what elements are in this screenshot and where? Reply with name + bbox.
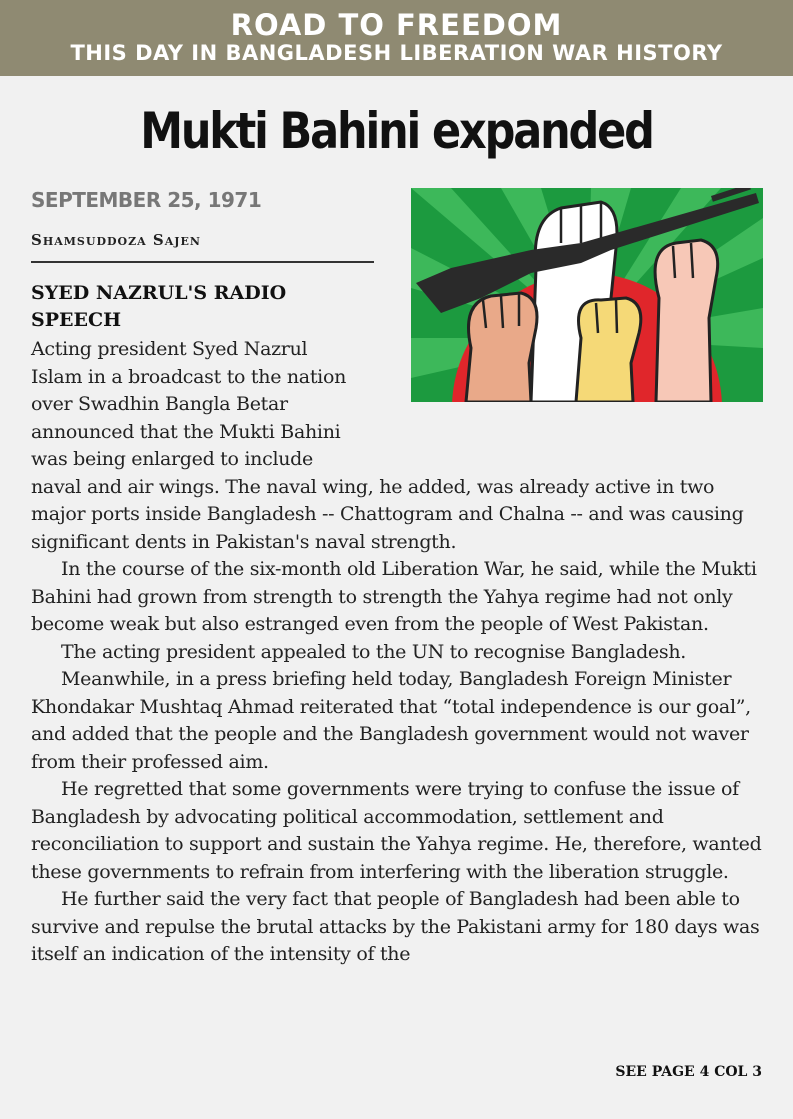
- article-body: [31, 336, 771, 969]
- continuation-note: SEE PAGE 4 COL 3: [615, 1064, 762, 1080]
- article-byline: Shamsuddoza Sajen: [31, 231, 201, 249]
- banner-title: ROAD TO FREEDOM: [230, 8, 563, 42]
- paragraph-5: He regretted that some governments were trying to confuse the issue of Bangladesh by advocating political accommodation, settlement and reconciliation to support and sustain the Yahya regime. He, therefore, wanted these governments to refrain from interfering with the liberation struggle.: [31, 778, 762, 883]
- article-date: SEPTEMBER 25, 1971: [31, 188, 262, 212]
- article-subhead: SYED NAZRUL'S RADIO SPEECH: [31, 282, 287, 331]
- paragraph-4: Meanwhile, in a press briefing held today, Bangladesh Foreign Minister Khondakar Mushtaq Ahmad reiterated that “total independence is our goal”, and added that the people and the Bangladesh government would not waver from their professed aim.: [31, 668, 751, 773]
- banner-subtitle: THIS DAY IN BANGLADESH LIBERATION WAR HISTORY: [70, 41, 723, 65]
- paragraph-6: He further said the very fact that people of Bangladesh had been able to survive and repulse the brutal attacks by the Pakistani army for 180 days was itself an indication of the intensity of the: [31, 888, 760, 965]
- article-headline: Mukti Bahini expanded: [140, 102, 653, 160]
- byline-divider: [31, 261, 374, 263]
- illustration-wrap-space: [361, 336, 771, 448]
- paragraph-2: In the course of the six-month old Liberation War, he said, while the Mukti Bahini had grown from strength to strength the Yahya regime had not only become weak but also estranged even from the people of West Pakistan.: [31, 558, 757, 635]
- paragraph-1: Acting president Syed Nazrul Islam in a broadcast to the nation over Swadhin Bangla Betar announced that the Mukti Bahini was being enlarged to include naval and air wings. The naval wing, he added, was already active in two major ports inside Bangladesh -- Chattogram and Chalna -- and was causing significant dents in Pakistan's naval strength.: [31, 338, 744, 553]
- paragraph-3: The acting president appealed to the UN to recognise Bangladesh.: [61, 640, 687, 663]
- section-banner: [0, 0, 793, 76]
